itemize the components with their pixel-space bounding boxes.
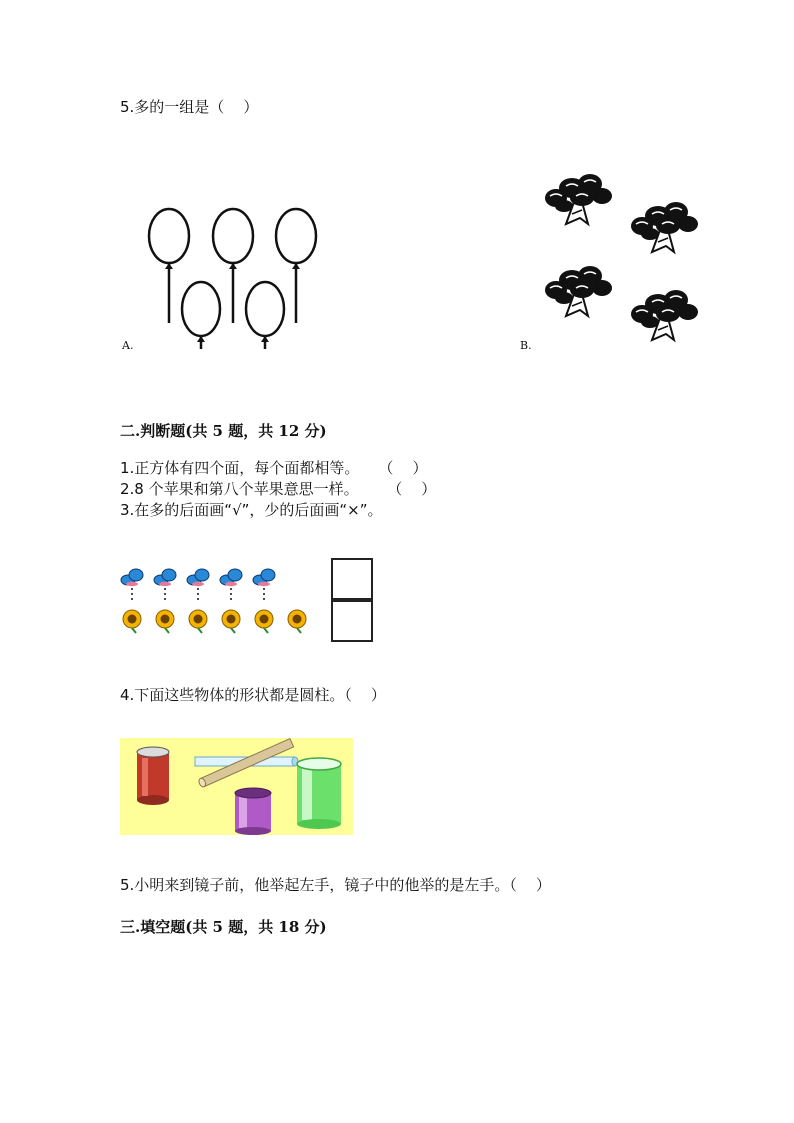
question-5-text: 5.多的一组是（ ） (120, 98, 259, 116)
butterfly-flower-image (120, 566, 320, 634)
answer-box-butterflies[interactable] (331, 558, 373, 600)
judge-item-1: 1.正方体有四个面，每个面都相等。 （ ） (120, 459, 428, 477)
butterfly-icon (121, 569, 275, 602)
option-b-label: B. (520, 339, 532, 352)
option-a-label: A. (122, 339, 134, 352)
sunflower-icon (123, 610, 306, 633)
balloon-icon (140, 203, 325, 349)
judge-item-4: 4.下面这些物体的形状都是圆柱。（ ） (120, 686, 386, 704)
cylinder-objects-icon (120, 738, 353, 835)
trees-image (542, 166, 702, 350)
judge-item-5: 5.小明来到镜子前，他举起左手，镜子中的他举的是左手。（ ） (120, 876, 551, 894)
answer-box-flowers[interactable] (331, 600, 373, 642)
judge-item-2: 2.8 个苹果和第八个苹果意思一样。 （ ） (120, 480, 437, 498)
judge-item-3: 3.在多的后面画“√”，少的后面画“×”。 (120, 501, 383, 519)
section-3-heading: 三.填空题(共 5 题，共 18 分) (120, 918, 327, 936)
cylinder-objects-image (120, 738, 353, 835)
balloons-image (140, 203, 325, 349)
tree-icon (542, 166, 702, 350)
section-2-heading: 二.判断题(共 5 题，共 12 分) (120, 422, 327, 440)
